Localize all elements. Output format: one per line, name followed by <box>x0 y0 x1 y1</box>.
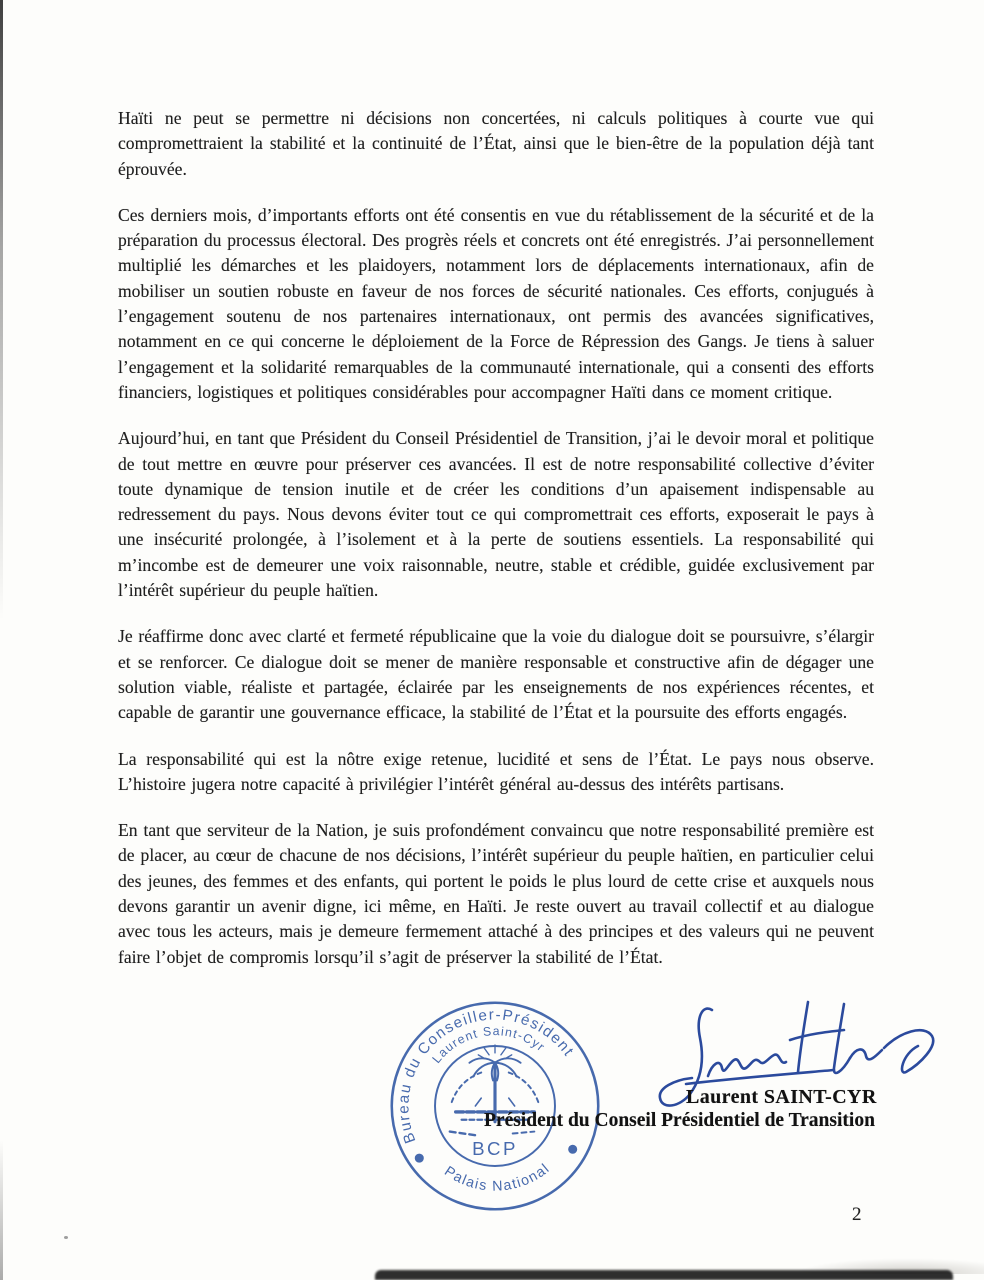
scan-edge-artifact-bottom <box>0 1140 3 1280</box>
letter-body <box>118 106 874 991</box>
paragraph-1: Haïti ne peut se permettre ni décisions non concertées, ni calculs politiques à courte vue qui compromettraient la stabilité et la continuité de l’État, ainsi que le bien-être de la population déjà tant éprouvée. <box>118 108 874 179</box>
scanner-bar-artifact <box>375 1270 953 1280</box>
official-stamp <box>377 988 613 1224</box>
stamp-acronym: BCP <box>472 1138 518 1160</box>
signatory-title: Président du Conseil Présidentiel de Transition <box>484 1110 875 1131</box>
paragraph-4: Je réaffirme donc avec clarté et fermeté républicaine que la voie du dialogue doit se poursuivre, s’élargir et se renforcer. Ce dialogue doit se mener de manière responsable et constructive afin de dégager une solution viable, réaliste et partagée, éclairée par les enseignements de nos expériences récentes, et capable de garantir une gouvernance efficace, la stabilité de l’État et la poursuite des efforts engagés. <box>118 626 874 723</box>
page-number: 2 <box>852 1204 862 1225</box>
signatory-name: Laurent SAINT-CYR <box>686 1086 877 1108</box>
paragraph-5: La responsabilité qui est la nôtre exige retenue, lucidité et sens de l’État. Le pays nous observe. L’histoire jugera notre capacité à privilégier l’intérêt général au-dessus des intérêts partisans. <box>118 748 874 794</box>
paragraph-6: En tant que serviteur de la Nation, je suis profondément convaincu que notre responsabilité première est de placer, au cœur de chacune de nos décisions, l’intérêt supérieur du peuple haïtien, en particulier celui des jeunes, des femmes et des enfants, qui portent le poids le plus lourd de cette crise et auxquels nous devons garantir un avenir digne, ici même, en Haïti. Je reste ouvert au travail collectif et au dialogue avec tous les acteurs, mais je demeure fermement attaché à des principes et des valeurs qui ne peuvent faire l’objet de compromis lorsqu’il s’agit de préserver la stabilité de l’État. <box>118 820 874 967</box>
paragraph-3: Aujourd’hui, en tant que Président du Conseil Présidentiel de Transition, j’ai le devoir moral et politique de tout mettre en œuvre pour préserver ces avancées. Il est de notre responsabilité collective d’éviter toute dynamique de tension inutile et de créer les conditions d’un apaisement indispensable au redressement du pays. Nous devons éviter tout ce qui compromettrait ces efforts, exposerait le pays à une insécurité prolongée, à l’isolement et à la perte de soutiens essentiels. La responsabilité qui m’incombe est de demeurer une voix raisonnable, neutre, stable et crédible, guidée exclusivement par l’intérêt supérieur du peuple haïtien. <box>118 428 874 601</box>
stamp-text-name: Laurent Saint-Cyr <box>429 1024 549 1066</box>
stamp-text-palais: Palais National <box>441 1160 554 1195</box>
paragraph-2: Ces derniers mois, d’importants efforts ont été consentis en vue du rétablissement de la sécurité et de la préparation du processus électoral. Des progrès réels et concrets ont été enregistrés. J’ai personnellement multiplié les démarches et les plaidoyers, notamment lors de déplacements internationaux, afin de mobiliser un soutien robuste en faveur de nos forces de sécurité nationales. Ces efforts, conjugués à l’engagement soutenu de nos partenaires internationaux, ont permis des avancées significatives, notamment en ce qui concerne le déploiement de la Force de Répression des Gangs. Je tiens à saluer l’engagement et la solidarité remarquables de la communauté internationale, qui a consenti des efforts financiers, logistiques et politiques considérables pour accompagner Haïti dans ce moment critique. <box>118 204 874 402</box>
scan-edge-artifact-top <box>0 0 3 620</box>
stamp-text-bureau: Bureau du Conseiller-Président <box>395 1006 578 1146</box>
stamp-ring-texts <box>395 1006 577 1194</box>
scan-speck <box>64 1236 68 1239</box>
